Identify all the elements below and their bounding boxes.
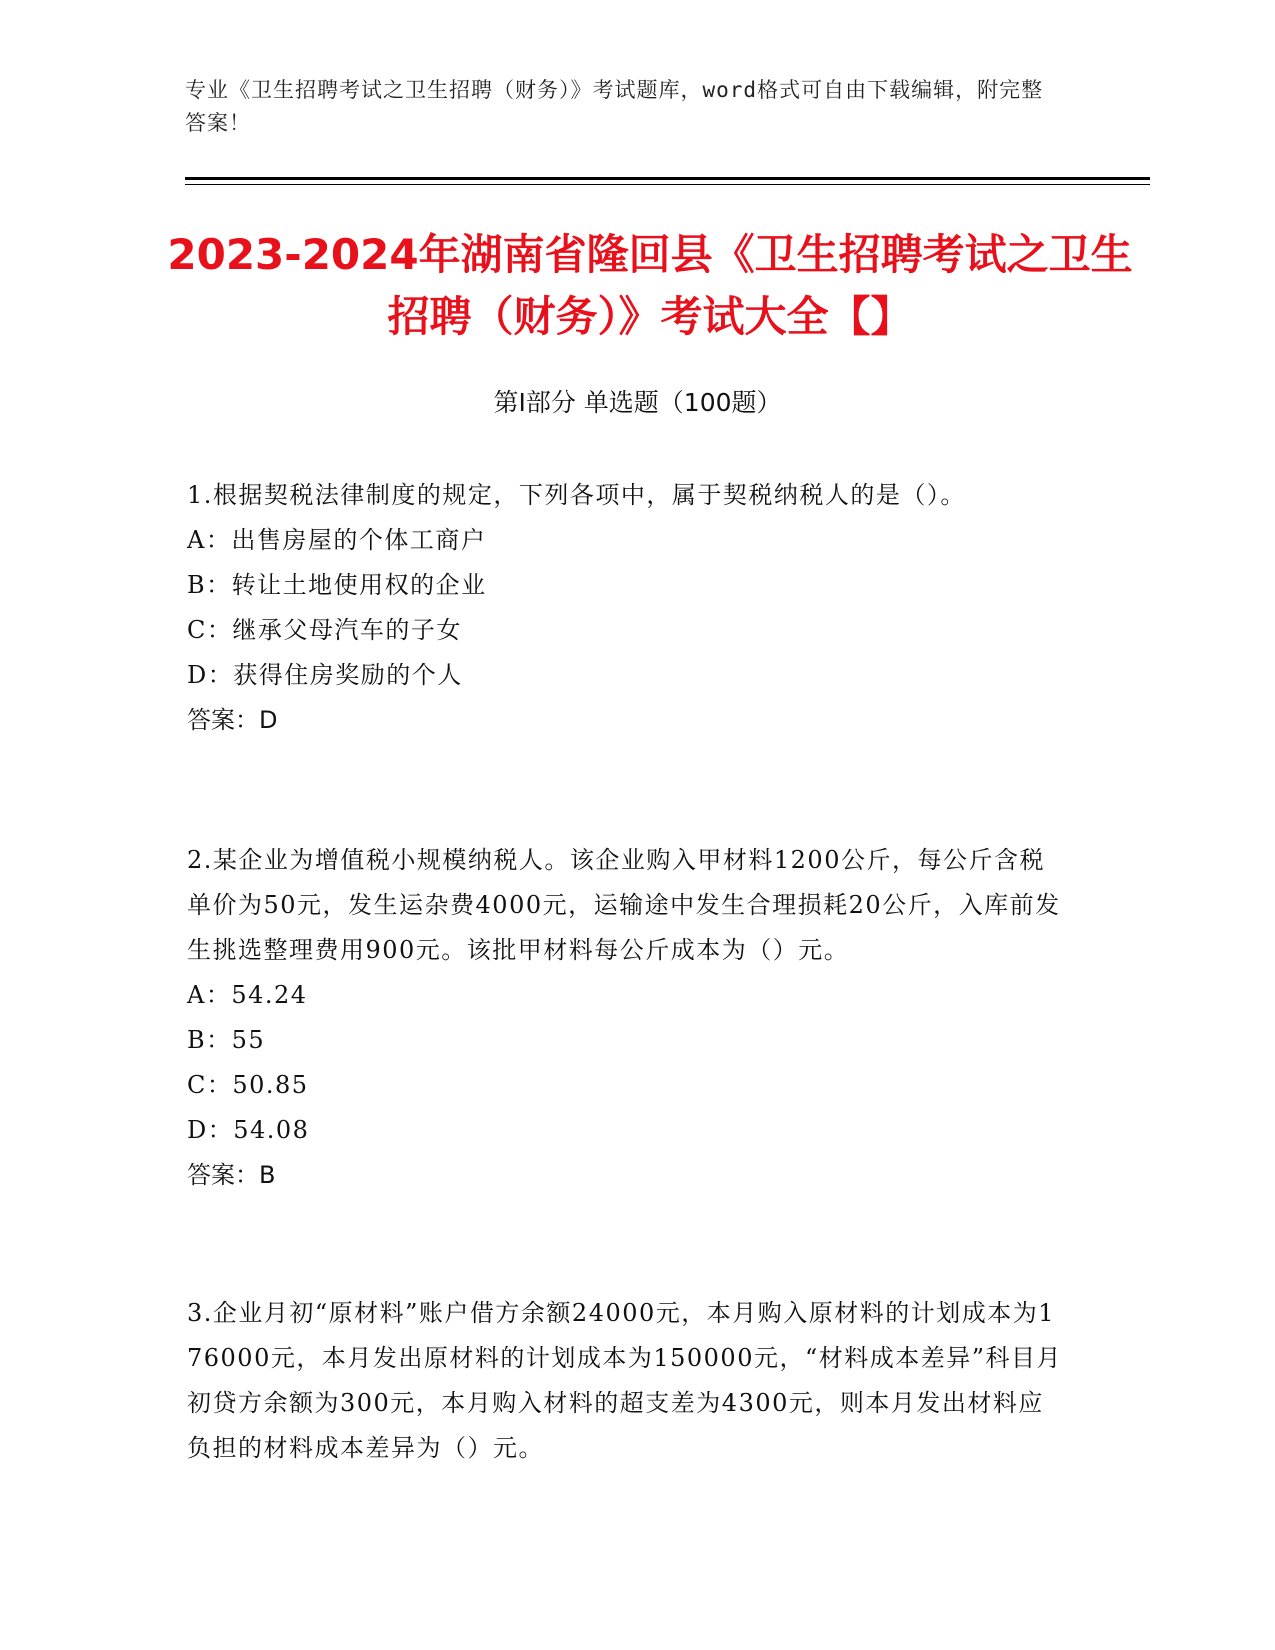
question-1 (187, 473, 1067, 743)
document-title: 2023-2024年湖南省隆回县《卫生招聘考试之卫生招聘（财务）》考试大全【】 (167, 230, 1133, 341)
option-c: C：继承父母汽车的子女 (187, 616, 462, 644)
section-heading: 第I部分 单选题（100题） (493, 388, 782, 417)
header-note: 专业《卫生招聘考试之卫生招聘（财务）》考试题库，word格式可自由下载编辑，附完整答案！ (185, 78, 1044, 135)
option-d: D：获得住房奖励的个人 (187, 661, 463, 689)
option-a: A：54.24 (187, 981, 308, 1009)
header-rule-thick (185, 177, 1150, 180)
option-a: A：出售房屋的个体工商户 (187, 526, 487, 554)
question-stem: 1.根据契税法律制度的规定，下列各项中，属于契税纳税人的是（）。 (187, 481, 966, 509)
question-stem: 2.某企业为增值税小规模纳税人。该企业购入甲材料1200公斤，每公斤含税单价为50元，发生运杂费4000元，运输途中发生合理损耗20公斤，入库前发生挑选整理费用900元。该批甲材料每公斤成本为（）元。 (187, 846, 1061, 964)
answer: 答案：D (187, 706, 278, 734)
option-c: C：50.85 (187, 1071, 309, 1099)
header-rule-thin (185, 184, 1150, 185)
option-b: B：转让土地使用权的企业 (187, 571, 487, 599)
answer: 答案：B (187, 1161, 276, 1189)
question-2 (187, 838, 1067, 1198)
option-b: B：55 (187, 1026, 266, 1054)
question-stem: 3.企业月初“原材料”账户借方余额24000元，本月购入原材料的计划成本为176000元，本月发出原材料的计划成本为150000元，“材料成本差异”科目月初贷方余额为300元，本月购入材料的超支差为4300元，则本月发出材料应负担的材料成本差异为（）元。 (187, 1299, 1063, 1462)
question-3 (187, 1291, 1067, 1471)
option-d: D：54.08 (187, 1116, 310, 1144)
